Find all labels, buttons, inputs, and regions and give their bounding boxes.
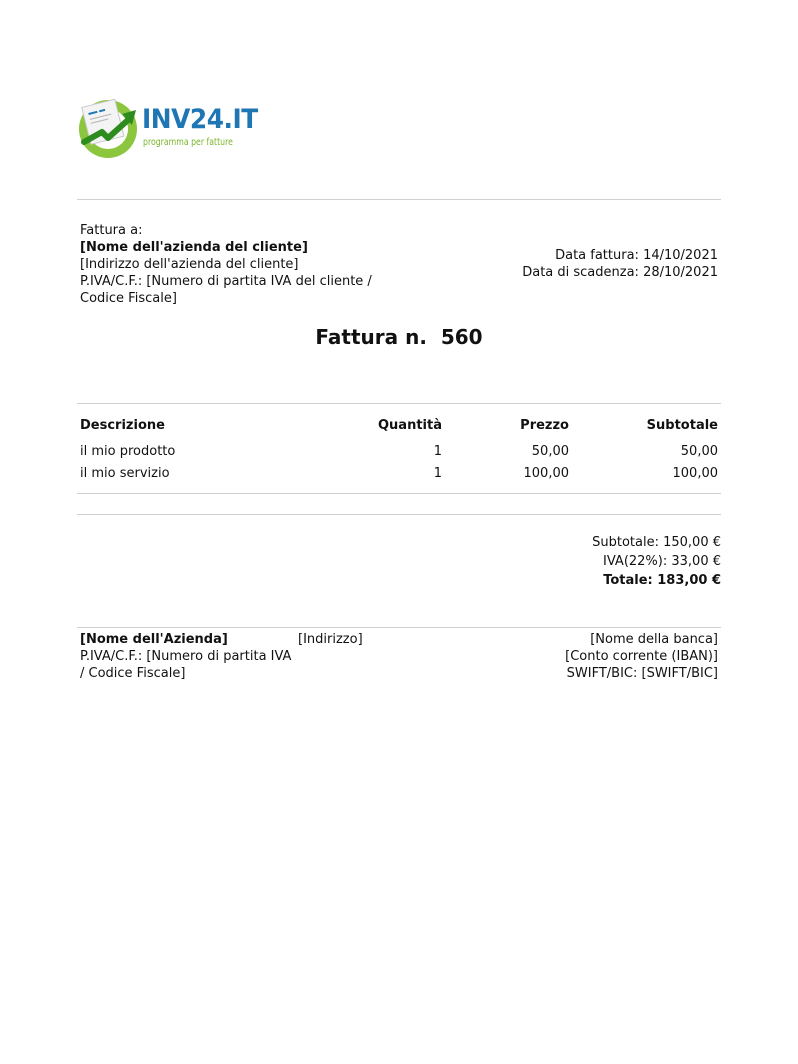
bill-to-label: Fattura a: <box>80 223 143 238</box>
client-name: [Nome dell'azienda del cliente] <box>80 240 308 255</box>
row-description: il mio prodotto <box>80 444 176 459</box>
totals-subtotal: Subtotale: 150,00 € <box>592 535 721 550</box>
row-subtotal: 50,00 <box>680 444 718 459</box>
row-quantity: 1 <box>433 466 442 481</box>
client-vat: P.IVA/C.F.: [Numero di partita IVA del cliente / Codice Fiscale] <box>80 274 372 306</box>
due-date: Data di scadenza: 28/10/2021 <box>522 265 718 280</box>
logo-tagline: programma per fatture <box>143 137 233 148</box>
client-address: [Indirizzo dell'azienda del cliente] <box>80 257 299 272</box>
footer-swift: SWIFT/BIC: [SWIFT/BIC] <box>566 666 718 681</box>
bill-to-block <box>80 222 400 307</box>
footer-company-name: [Nome dell'Azienda] <box>80 632 228 647</box>
row-description: il mio servizio <box>80 466 170 481</box>
footer-company-vat: P.IVA/C.F.: [Numero di partita IVA / Codice Fiscale] <box>80 649 292 681</box>
invoice-title: Fattura n. 560 <box>315 325 483 349</box>
footer-divider <box>77 627 721 628</box>
totals-vat: IVA(22%): 33,00 € <box>603 554 721 569</box>
table-bottom-divider <box>77 493 721 494</box>
header-description: Descrizione <box>80 418 165 433</box>
company-logo <box>78 98 258 160</box>
footer-bank <box>565 631 718 682</box>
footer-address: [Indirizzo] <box>298 632 363 647</box>
row-subtotal: 100,00 <box>672 466 718 481</box>
footer-bank-account: [Conto corrente (IBAN)] <box>565 649 718 664</box>
logo-brand-text: INV24.IT <box>142 104 258 135</box>
header-divider <box>77 199 721 200</box>
row-quantity: 1 <box>433 444 442 459</box>
invoice-date: Data fattura: 14/10/2021 <box>555 248 718 263</box>
totals-grand-total: Totale: 183,00 € <box>603 573 721 588</box>
row-price: 100,00 <box>523 466 569 481</box>
header-quantity: Quantità <box>378 418 442 433</box>
invoice-dates <box>522 247 718 281</box>
totals-block <box>592 533 721 590</box>
footer-company <box>80 631 295 682</box>
header-price: Prezzo <box>520 418 569 433</box>
row-price: 50,00 <box>531 444 569 459</box>
header-subtotal: Subtotale <box>646 418 718 433</box>
totals-divider <box>77 514 721 515</box>
logo-mark-icon <box>78 98 140 160</box>
table-top-divider <box>77 403 721 404</box>
footer-bank-name: [Nome della banca] <box>590 632 718 647</box>
